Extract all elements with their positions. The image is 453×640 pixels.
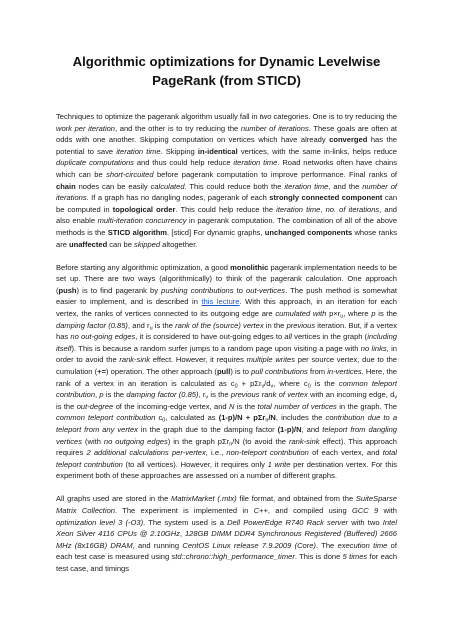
italic-text: duplicate computations (56, 158, 134, 168)
italic-text: short-circuited (106, 169, 154, 179)
bold-text: push (58, 285, 77, 295)
bold-text: STICD algorithm (107, 227, 168, 237)
text-run: , where (343, 309, 372, 318)
italic-text: rank-sink (288, 436, 320, 446)
italic-text: skipped (134, 239, 161, 249)
text-run: , r (198, 390, 206, 400)
text-run: . This could reduce both the (184, 181, 285, 191)
text-run: nodes can be easily (75, 181, 151, 191)
text-run: for each test case, and timings (56, 552, 398, 573)
text-run: vertices in the graph ( (291, 332, 368, 342)
text-run: /N (to avoid the (232, 436, 289, 446)
text-run: effect. However, it requires (150, 355, 247, 365)
italic-text: 128GB DIMM DDR4 Synchronous Registered (Buffered) 2666 MHz (8x16GB) DRAM (56, 529, 398, 550)
italic-text: no links (360, 343, 387, 353)
italic-text: damping factor (0.85) (126, 390, 199, 400)
subscript: 0 (162, 417, 166, 424)
italic-text: CentOS Linux release 7.9.2009 (Core) (182, 540, 316, 550)
italic-text: MatrixMarket (.mtx) (171, 494, 237, 504)
italic-text: two (259, 112, 272, 121)
title-line-2: PageRank (from STICD) (152, 73, 301, 88)
text-run: , (320, 204, 326, 214)
text-run: categories. One is to try reducing the (271, 112, 397, 121)
text-run: and thus could help reduce (133, 158, 234, 168)
text-run: + pΣr (237, 378, 262, 388)
bold-text: /N (268, 413, 276, 423)
text-run: whose ranks are (56, 227, 397, 249)
italic-text: p (99, 390, 104, 400)
text-run: with an incoming edge, d (307, 390, 395, 400)
italic-text: p (371, 309, 376, 318)
italic-text: std::chrono::high_performance_timer (171, 552, 295, 562)
italic-text: multiple writes (246, 355, 296, 365)
italic-text: non-teleport contribution (226, 448, 309, 458)
subscript: v (205, 394, 209, 401)
text-run: p×r (326, 309, 341, 318)
text-run: effect). This approach requires (56, 436, 398, 458)
text-run: , i.e., (205, 448, 227, 458)
italic-text: iteration time (116, 146, 161, 156)
text-run: ). This is because a random surfer jumps to a random page upon visiting a page with (71, 343, 361, 353)
bold-text: in-identical (197, 146, 238, 156)
title-line-1: Algorithmic optimizations for Dynamic Levelwise (72, 54, 381, 69)
italic-text: 1 write (267, 459, 291, 469)
italic-text: rank of the (source) vertex (175, 320, 264, 330)
text-run: vertices, with the same in-links, helps reduce (237, 146, 398, 156)
text-run: is the (103, 390, 127, 400)
text-run: in the graph due to the damping factor (137, 424, 278, 434)
text-run: is the (56, 401, 77, 411)
bold-text: monolithic (230, 262, 269, 272)
text-run: . The experiment is implemented in (114, 506, 254, 515)
text-run: . The (315, 540, 338, 550)
italic-text: out-degree (76, 401, 114, 411)
text-run: , it is considered to have out-going edges to (135, 332, 285, 342)
italic-text: Intel Xeon Silver 4116 CPUs @ 2.10GHz (56, 517, 397, 539)
text-run: , and compiled using (267, 506, 352, 515)
italic-text: all (284, 332, 292, 342)
text-run: is the (234, 401, 258, 411)
italic-text: rank-sink (119, 355, 150, 365)
text-run: . Road networks often have chains which can be (56, 158, 398, 179)
text-run: , and running (132, 540, 183, 550)
bold-text: unchanged components (264, 227, 353, 237)
italic-text: SuiteSparse Matrix Collection (56, 494, 397, 515)
text-run: , in order to avoid the (56, 343, 397, 365)
italic-text: no out-going edges (70, 332, 136, 342)
text-run: is the (152, 320, 176, 330)
italic-text: work per iteration (56, 123, 116, 133)
text-run: . Skipping (160, 146, 198, 156)
text-run: , and the (328, 181, 363, 191)
bold-text: strongly connected component (269, 193, 383, 203)
lecture-link[interactable]: this lecture (201, 297, 240, 307)
text-run: . These goals are often at odds with one another. Skipping computation on vertices which have already (56, 123, 397, 145)
text-run: ) operation. The other approach ( (106, 366, 217, 376)
text-run: is the (375, 309, 397, 318)
italic-text: common teleport contribution (56, 413, 156, 423)
text-run: is the (208, 390, 231, 400)
text-run: iteration. But, if a vertex has (56, 320, 397, 342)
text-run: file format, and obtained from the (236, 494, 356, 504)
paragraph-optimization-techniques (56, 111, 397, 250)
text-run: (with (82, 436, 104, 446)
subscript: n (229, 441, 233, 448)
bold-text: (1-p)/N + pΣr (218, 413, 266, 423)
text-run: All graphs used are stored in the (56, 494, 172, 504)
subscript: v (261, 383, 265, 390)
italic-text: damping factor (0.85) (56, 320, 128, 330)
bold-text: (1-p)/N (277, 424, 302, 434)
italic-text: calculated (150, 181, 185, 191)
italic-text: common teleport contribution (56, 378, 397, 400)
subscript: 0 (307, 383, 311, 390)
text-run: . Here, the rank of a vertex in an iteration is calculated as c (56, 366, 397, 388)
text-run: , and r (127, 320, 150, 330)
italic-text: optimization level 3 (-O3) (56, 517, 144, 527)
italic-text: pushing contributions (161, 285, 234, 295)
italic-text: N (229, 401, 235, 411)
italic-text: number of iterations (56, 181, 397, 203)
text-run: . If a graph has no dangling nodes, pagerank of each (86, 193, 270, 203)
italic-text: total number of vertices (257, 401, 337, 411)
italic-text: total teleport contribution (56, 448, 397, 469)
italic-text: pull contributions (251, 366, 308, 376)
italic-text: Dell PowerEdge R740 Rack server (227, 517, 349, 527)
subscript: v (394, 394, 398, 401)
italic-text: number of iterations (240, 123, 309, 133)
text-run: , (180, 529, 185, 539)
text-run: , calculated as (165, 413, 219, 423)
italic-text: iteration time (276, 204, 321, 214)
text-run: in the (263, 320, 287, 330)
text-run: from (307, 366, 328, 376)
text-run: ) is to (230, 366, 252, 376)
subscript: u (149, 325, 153, 332)
text-run: per destination vertex. For this experiment both of these approaches are assessed on a number of different graphs. (56, 459, 397, 481)
text-run: ) in the graph pΣr (167, 436, 230, 446)
text-run: , and (301, 424, 323, 434)
document-title (56, 0, 397, 90)
text-run: Techniques to optimize the pagerank algorithm usually fall in (56, 112, 260, 121)
italic-text: multi-iteration concurrency (97, 216, 187, 226)
bold-text: converged (329, 135, 368, 145)
text-run: c (155, 413, 163, 423)
text-run: of each vertex, and (308, 448, 383, 458)
italic-text: GCC 9 (351, 506, 379, 515)
italic-text: teleport from dangling vertices (56, 424, 397, 446)
text-run: with (378, 506, 397, 515)
text-run: , and also enable (56, 204, 397, 226)
text-run: , includes the (275, 413, 326, 423)
text-run: . The system used is a (143, 517, 228, 527)
text-run: in the graph. The (336, 401, 397, 411)
subscript: 0 (234, 383, 238, 390)
italic-text: 5 times (342, 552, 368, 562)
text-run: , and the other is to try reducing the (115, 123, 241, 133)
subscript: n (265, 417, 269, 424)
text-run: of the incoming-edge vertex, and (113, 401, 230, 411)
italic-text: iteration time (233, 158, 278, 168)
italic-text: previous rank of vertex (230, 390, 308, 400)
italic-text: no outgoing edges (103, 436, 168, 446)
subscript: v (270, 383, 274, 390)
bold-text: chain (56, 181, 76, 191)
text-run: Before starting any algorithmic optimization, a good (56, 262, 231, 272)
bold-text: += (97, 366, 106, 376)
text-run: /d (264, 378, 271, 388)
italic-text: previous (286, 320, 316, 330)
text-run: to (233, 285, 247, 295)
text-run: in pagerank computation. The combination of all of the above methods is the (56, 216, 398, 237)
text-run: of each test case is measured using (56, 540, 397, 562)
text-run: per source vertex, due to the cumulation ( (56, 355, 397, 376)
text-run: , (95, 390, 100, 400)
text-run: pagerank implementation needs to be set up. There are two ways (algorithmically) to think of the pagerank calculation. One approach ( (56, 262, 398, 295)
text-run: . This is done (294, 552, 343, 562)
text-run: . This could help reduce the (175, 204, 277, 214)
text-run: can be computed in (56, 193, 398, 214)
text-run: with two (348, 517, 383, 527)
text-run: ) is to find pagerank by (76, 285, 162, 295)
italic-text: contribution due to a teleport from any vertex (56, 413, 398, 434)
text-run: . [sticd] For dynamic graphs, (167, 227, 265, 237)
text-run: . With this approach, in an iteration for each vertex, the ranks of vertices connected to its outgoing edge are (56, 297, 397, 318)
text-run: (to all vertices). However, it requires only (122, 459, 268, 469)
text-run: altogether. (160, 239, 198, 249)
subscript: u (340, 313, 344, 320)
paragraph-push-pull-approaches (56, 262, 397, 482)
italic-text: no. of iterations (325, 204, 380, 214)
text-run: before pagerank computation to improve performance. Final ranks of (153, 169, 397, 179)
bold-text: pull (216, 366, 231, 376)
italic-text: C++ (253, 506, 268, 515)
text-run: can be (107, 239, 135, 249)
italic-text: cumulated with (275, 309, 327, 318)
text-run: has the potential to save (56, 135, 397, 156)
text-run: . The push method is somewhat easier to implement, and is described in (56, 285, 398, 307)
text-run: is the (310, 378, 339, 388)
italic-text: in-vertices (327, 366, 362, 376)
bold-text: unaffected (69, 239, 108, 249)
italic-text: including itself (56, 332, 397, 353)
text-run: , where c (273, 378, 308, 388)
italic-text: 2 additional calculations per-vertex (86, 448, 206, 458)
italic-text: execution time (337, 540, 388, 550)
bold-text: topological order (112, 204, 176, 214)
paragraph-experimental-setup (56, 493, 397, 574)
italic-text: out-vertices (246, 285, 286, 295)
italic-text: iteration time (284, 181, 329, 191)
